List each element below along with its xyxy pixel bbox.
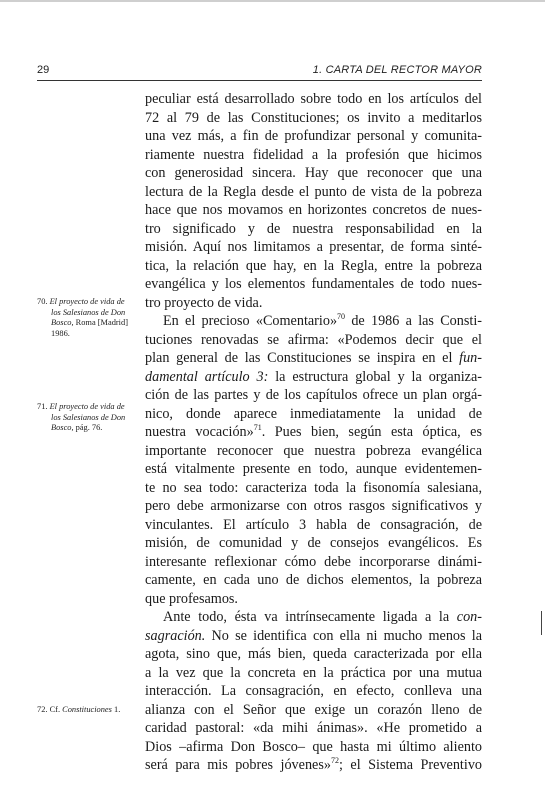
text-line: interacción. La consagración, en efecto, conlleva una (145, 683, 482, 699)
body-text (145, 90, 482, 775)
text-line: vinculantes. El artículo 3 habla de consagración, de (145, 516, 482, 533)
text-line: importante reconocer que nuestra pobreza evangélica (145, 442, 482, 459)
text-line: riamente nuestra fidelidad a la profesión que hicimos (145, 146, 482, 163)
text-line: agota, sino que, más bien, queda caracterizada por ella (145, 646, 482, 662)
text-line: Ante todo, ésta va intrínsecamente ligada a la con- (163, 609, 482, 625)
footnote-72: 72. Cf. Constituciones 1. (37, 705, 121, 714)
text-line: será para mis pobres jóvenes»$^{72}$; el Sistema Preventivo (145, 756, 483, 773)
text-line: damental artículo 3: la estructura global y la organiza- (145, 368, 482, 385)
footnote-70: 70. El proyecto de vida de los Salesianos de Don Bosco, Roma [Madrid] 1986. (37, 297, 128, 338)
text-line: pero debe armonizarse con otros rasgos significativos y (145, 498, 482, 514)
text-line: sagración. No se identifica con ella ni mucho menos la (145, 627, 482, 644)
text-line: misión. Aquí nos limitamos a presentar, de forma sinté- (145, 239, 482, 255)
text-line: tuciones renovadas se afirma: «Podemos decir que el (145, 331, 482, 348)
page-number: 29 (37, 64, 50, 76)
text-line: una vez más, a fin de profundizar personal y comunita- (145, 128, 482, 144)
text-line: está vitalmente presente en todo, aunque evidentemen- (145, 461, 482, 477)
page-header (37, 64, 482, 80)
margin-mark (541, 611, 542, 635)
text-line: que profesamos. (145, 590, 238, 607)
text-line: tro significado y de nuestra responsabilidad en la (145, 220, 482, 237)
top-rule (0, 0, 545, 2)
paragraph-3 (145, 608, 482, 775)
text-line: Dios –afirma Don Bosco– que hasta mi último aliento (145, 738, 482, 755)
header-rule (37, 80, 482, 81)
footnote-ref-71: 71 (253, 423, 262, 432)
footnote-ref-72: 72 (330, 756, 339, 765)
text-line: caridad pastoral: «da mihi ánimas». «He prometido a (145, 720, 482, 736)
text-line: peculiar está desarrollado sobre todo en los artículos del (145, 91, 482, 107)
text-line: alianza con el Señor que exige un corazón lleno de (145, 701, 482, 718)
text-line: a la vez que la concreta en la práctica por una mutua (145, 664, 482, 681)
footnote-71: 71. El proyecto de vida de los Salesianos de Don Bosco, pág. 76. (37, 402, 126, 432)
text-line: te no sea todo: caracteriza toda la fisonomía salesiana, (145, 479, 482, 496)
text-line: En el precioso «Comentario»$^{70}$ de 1986 a las Consti- (163, 312, 482, 329)
footnote-number: 71. (37, 402, 48, 411)
footnote-number: 72. (37, 705, 48, 714)
text-line: tica, la relación que hay, en la Regla, entre la pobreza (145, 257, 482, 274)
text-line: tro proyecto de vida. (145, 294, 263, 311)
text-line: interesante reflexionar cómo debe incorporarse dinámi- (145, 553, 482, 570)
text-line: ción de las partes y de los capítulos ofrece un plan orgá- (145, 387, 482, 403)
footnote-number: 70. (37, 297, 48, 306)
text-line: 72 al 79 de las Constituciones; os invito a meditarlos (145, 109, 482, 126)
footnote-ref-70: 70 (337, 312, 346, 321)
text-line: hace que nos movamos en horizontes concretos de nues- (145, 202, 482, 218)
text-line: camente, en cada uno de dichos elementos, la pobreza (145, 572, 482, 588)
text-line: plan general de las Constituciones se inspira en el fun- (145, 350, 482, 366)
text-line: nico, donde aparece inmediatamente la unidad de (145, 405, 482, 422)
text-line: lectura de la Regla desde el punto de vista de la pobreza (145, 183, 482, 200)
paragraph-1 (145, 90, 482, 312)
text-line: nuestra vocación»$^{71}$. Pues bien, según esta óptica, es (145, 423, 482, 440)
text-line: con generosidad sincera. Hay que reconocer que una (145, 165, 482, 181)
paragraph-2 (145, 312, 482, 608)
text-line: misión, de comunidad y de consejos evangélicos. Es (145, 535, 482, 551)
text-line: evangélica y los elementos fundamentales de todo nues- (145, 276, 482, 292)
running-head: 1. CARTA DEL RECTOR MAYOR (312, 64, 482, 76)
